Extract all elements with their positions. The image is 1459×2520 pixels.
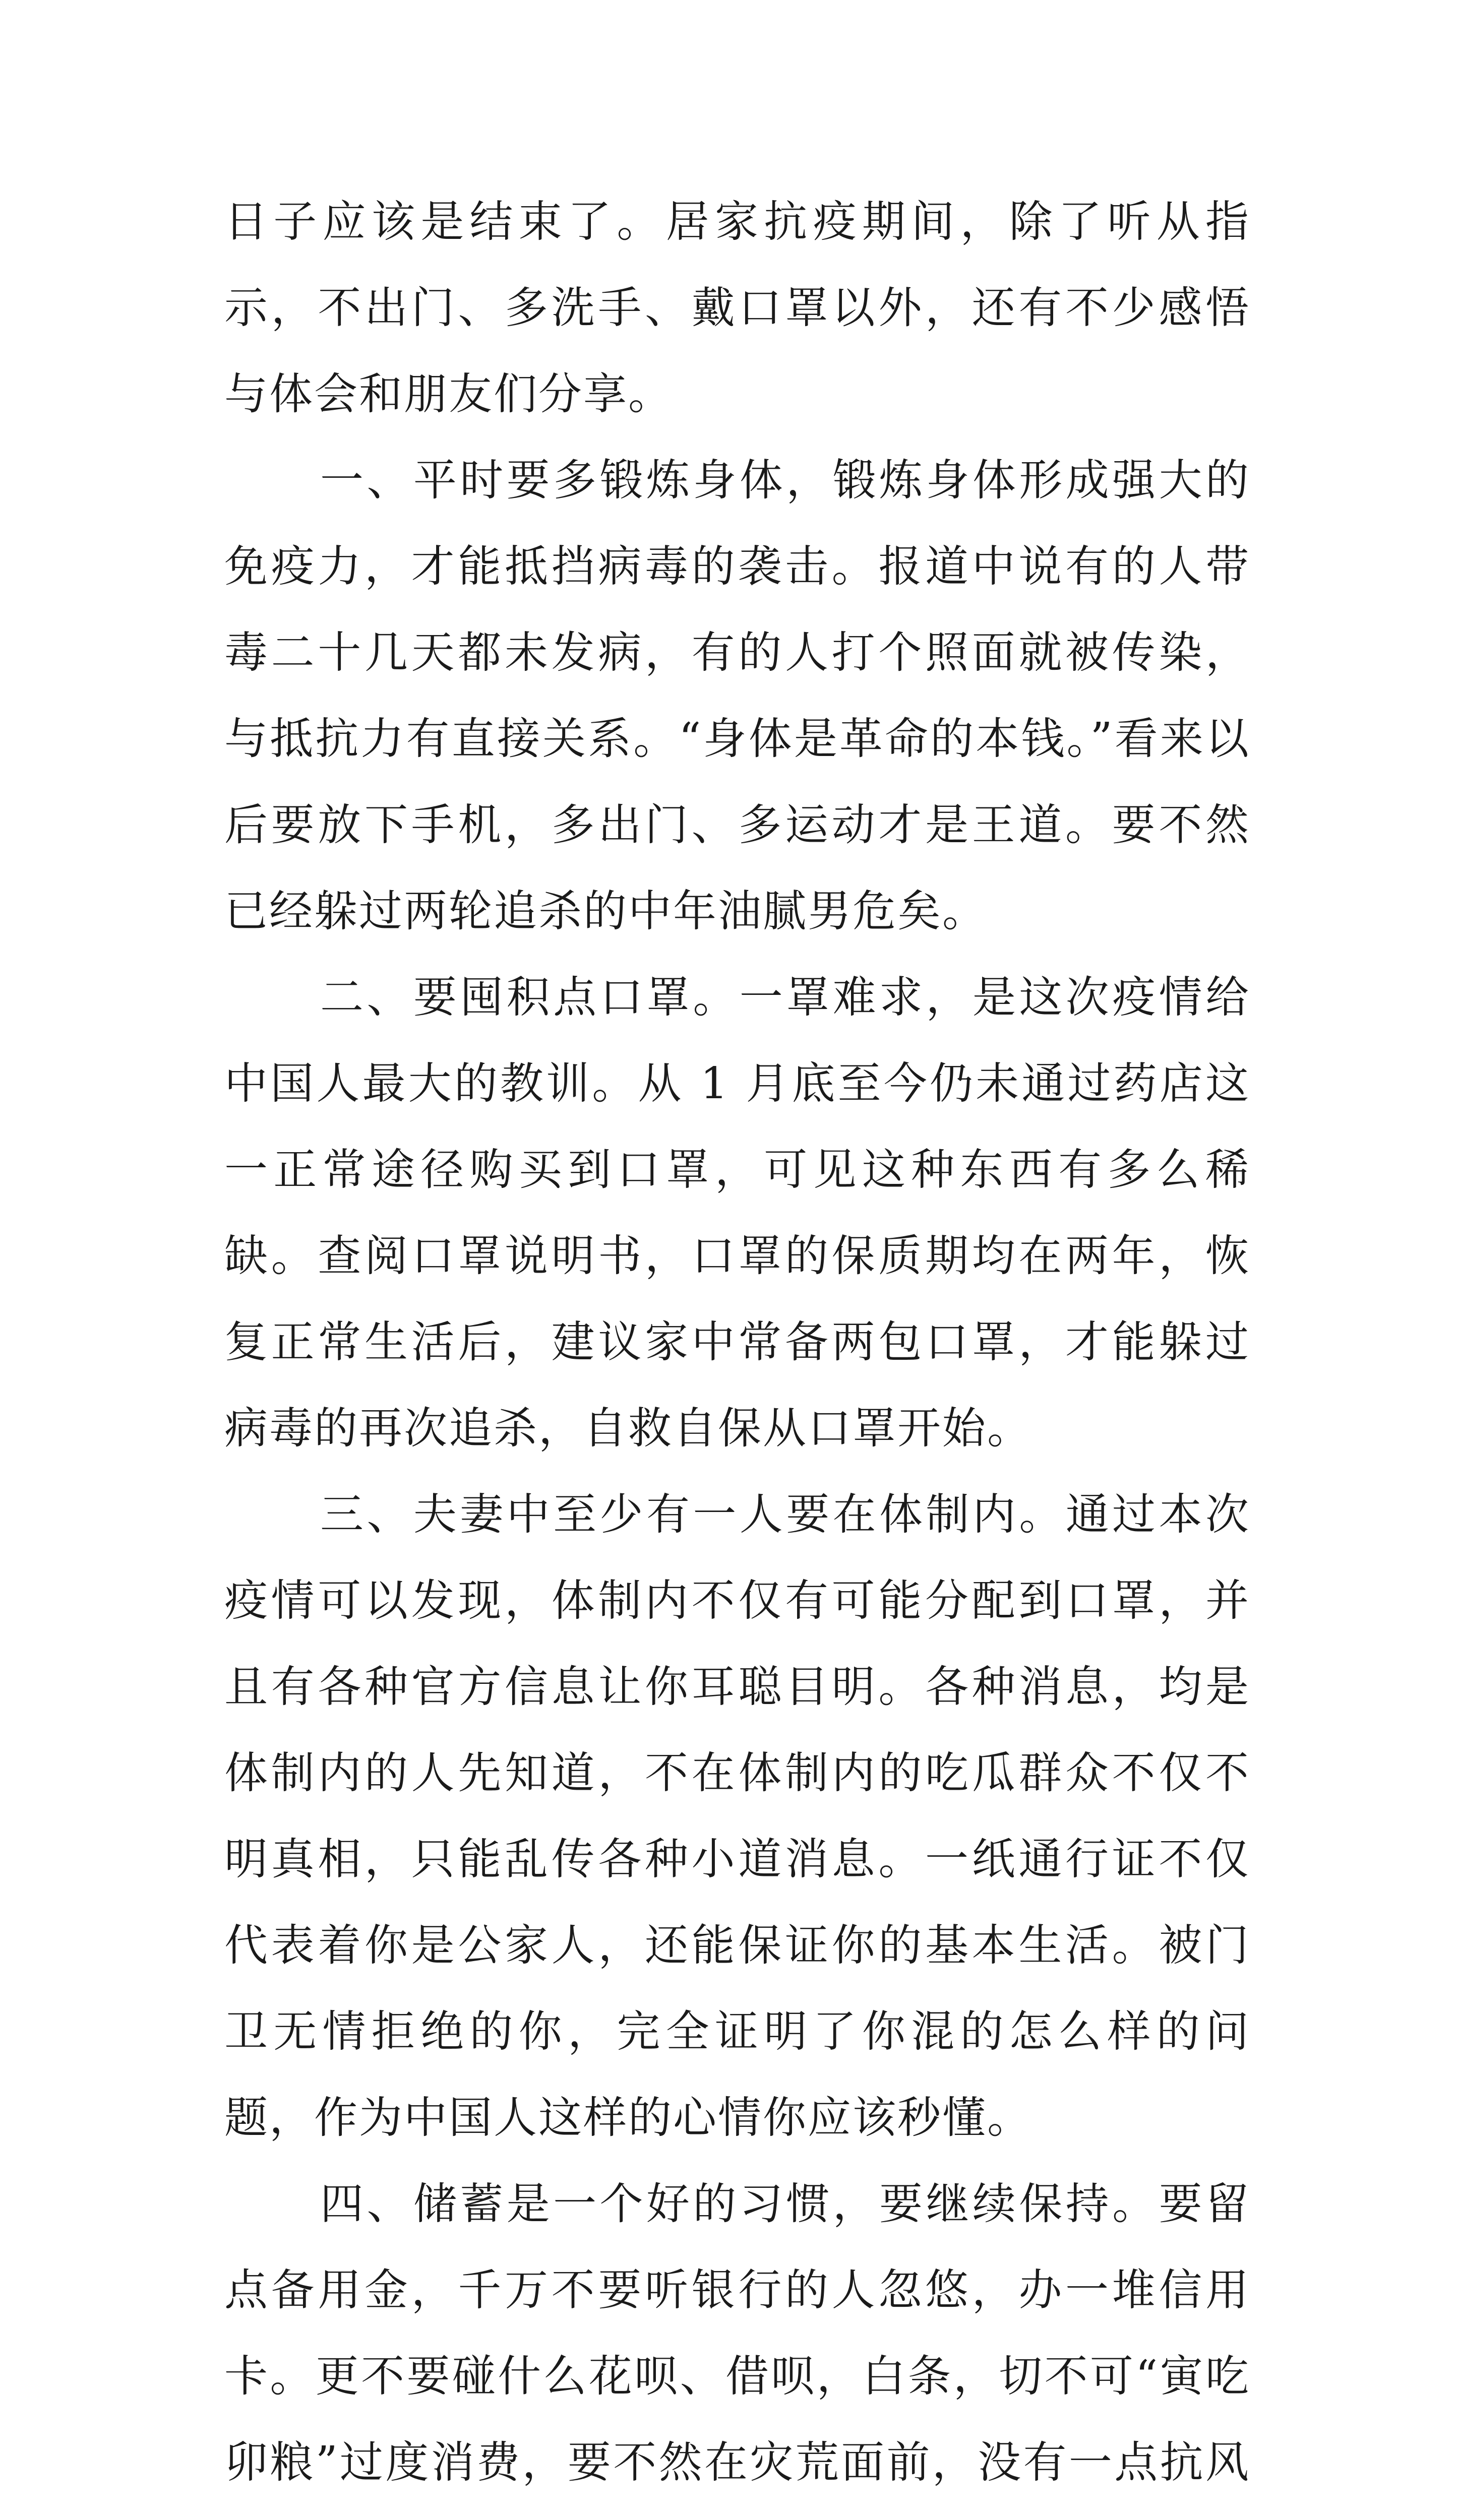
paragraph-point-two: 二、要囤积点口罩。一罩难求，是这次疫情给中国人最大的教训。从 1 月底至今仍未通过药店这一正常途径购买到口罩，可见这种东西有多么稀缺。查阅口罩说明书，口罩的保质期均在两年，恢复正常生活后，建议家中常备两包口罩，才能躲过病毒的再次追杀，自救自保从口罩开始。 bbox=[224, 972, 1250, 1454]
paragraph-continuation: 日子应该是结束了。居家抗疫期间，除了听从指示，不出门、多洗手、戴口罩以外，还有不少感悟与体会和朋友们分享。 bbox=[224, 197, 1250, 419]
paragraph-point-three: 三、夫妻中至少有一人要在体制内。通过本次疫情可以发现，体制内不仅有可能分配到口罩，并且有各种官方信息让你耳聪目明。各种消息，均是体制内的人先知道，不在体制内的吃瓜群众不仅不明真相，只能乱传各种小道消息。一纸通行证不仅代表着你是公家人，还能保证你的基本生活。被门卫无情拒绝的你，完全证明了你混的怎么样的问题，作为中国人这样的心情你应该秒懂。 bbox=[224, 1489, 1250, 2143]
body-text bbox=[224, 179, 1250, 2520]
paragraph-point-one: 一、平时要多锻炼身体，锻炼身体形成强大的免疫力，才能抵挡病毒的袭击。报道中说有的人带毒二十几天都未发病，有的人打个照面就被传染，与抵抗力有直接关系。“身体是革命的本钱。”看来以后要放下手机，多出门、多运动才是王道。要不然已经躲过两轮追杀的中年油腻男危矣。 bbox=[224, 455, 1250, 936]
paragraph-point-four: 四、储蓄是一个好的习惯，要继续保持。要留点备用金，千万不要听银行的人忽悠，办一堆信用卡。更不要碰什么花呗、借呗，白条，切不可“寅吃卯粮”过度消费，要不然在灾荒面前，没有一点抗风 bbox=[224, 2179, 1250, 2488]
